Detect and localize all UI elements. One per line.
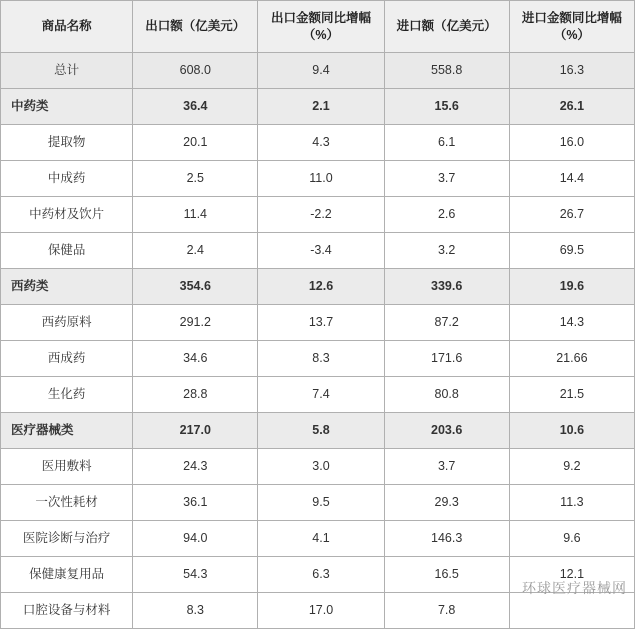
cell-export-growth: 2.1 xyxy=(258,89,384,125)
cell-import-value: 80.8 xyxy=(384,377,509,413)
table-row xyxy=(1,269,635,305)
cell-import-value: 339.6 xyxy=(384,269,509,305)
cell-export-value: 94.0 xyxy=(133,521,258,557)
cell-export-value: 20.1 xyxy=(133,125,258,161)
cell-import-growth: 16.0 xyxy=(509,125,634,161)
cell-export-value: 291.2 xyxy=(133,305,258,341)
cell-export-growth: 3.0 xyxy=(258,449,384,485)
column-header-import-growth: 进口金额同比增幅（%） xyxy=(509,1,634,53)
table-row xyxy=(1,305,635,341)
cell-export-value: 24.3 xyxy=(133,449,258,485)
cell-export-value: 11.4 xyxy=(133,197,258,233)
table-row xyxy=(1,485,635,521)
cell-export-growth: -3.4 xyxy=(258,233,384,269)
cell-product-name: 医院诊断与治疗 xyxy=(1,521,133,557)
table-row xyxy=(1,197,635,233)
cell-export-value: 608.0 xyxy=(133,53,258,89)
cell-product-name: 中药材及饮片 xyxy=(1,197,133,233)
cell-export-value: 54.3 xyxy=(133,557,258,593)
cell-import-growth: 11.3 xyxy=(509,485,634,521)
cell-product-name: 中成药 xyxy=(1,161,133,197)
cell-export-growth: 13.7 xyxy=(258,305,384,341)
cell-export-growth: 6.3 xyxy=(258,557,384,593)
cell-export-growth: 5.8 xyxy=(258,413,384,449)
cell-product-name: 西药类 xyxy=(1,269,133,305)
cell-export-growth: 17.0 xyxy=(258,593,384,629)
table-row xyxy=(1,449,635,485)
table-header xyxy=(1,1,635,53)
cell-import-growth: 12.1 xyxy=(509,557,634,593)
cell-product-name: 医疗器械类 xyxy=(1,413,133,449)
column-header-export-growth: 出口金额同比增幅（%） xyxy=(258,1,384,53)
cell-export-value: 354.6 xyxy=(133,269,258,305)
table-header-row xyxy=(1,1,635,53)
column-header-import-value: 进口额（亿美元） xyxy=(384,1,509,53)
cell-export-growth: 9.5 xyxy=(258,485,384,521)
cell-product-name: 生化药 xyxy=(1,377,133,413)
cell-export-value: 28.8 xyxy=(133,377,258,413)
table-row xyxy=(1,89,635,125)
cell-import-growth: 21.5 xyxy=(509,377,634,413)
cell-import-growth: 9.6 xyxy=(509,521,634,557)
table-row xyxy=(1,593,635,629)
cell-product-name: 中药类 xyxy=(1,89,133,125)
cell-import-growth xyxy=(509,593,634,629)
table-row xyxy=(1,161,635,197)
cell-export-growth: 11.0 xyxy=(258,161,384,197)
table-row xyxy=(1,233,635,269)
cell-export-growth: 8.3 xyxy=(258,341,384,377)
cell-import-value: 7.8 xyxy=(384,593,509,629)
cell-product-name: 保健康复用品 xyxy=(1,557,133,593)
cell-export-growth: 7.4 xyxy=(258,377,384,413)
cell-export-value: 34.6 xyxy=(133,341,258,377)
cell-export-value: 8.3 xyxy=(133,593,258,629)
cell-import-value: 15.6 xyxy=(384,89,509,125)
cell-import-value: 87.2 xyxy=(384,305,509,341)
cell-export-value: 2.4 xyxy=(133,233,258,269)
table-row xyxy=(1,125,635,161)
cell-import-growth: 69.5 xyxy=(509,233,634,269)
cell-import-value: 171.6 xyxy=(384,341,509,377)
table-row xyxy=(1,341,635,377)
cell-product-name: 提取物 xyxy=(1,125,133,161)
cell-export-growth: 4.1 xyxy=(258,521,384,557)
cell-import-growth: 10.6 xyxy=(509,413,634,449)
cell-export-value: 36.1 xyxy=(133,485,258,521)
cell-import-value: 3.7 xyxy=(384,161,509,197)
table-row xyxy=(1,377,635,413)
cell-import-value: 146.3 xyxy=(384,521,509,557)
cell-product-name: 西成药 xyxy=(1,341,133,377)
cell-import-value: 558.8 xyxy=(384,53,509,89)
cell-import-value: 3.2 xyxy=(384,233,509,269)
cell-export-growth: 12.6 xyxy=(258,269,384,305)
cell-product-name: 总计 xyxy=(1,53,133,89)
cell-import-value: 3.7 xyxy=(384,449,509,485)
watermark-text: 环球医疗器械网 xyxy=(522,580,627,596)
cell-product-name: 一次性耗材 xyxy=(1,485,133,521)
table-row xyxy=(1,521,635,557)
cell-import-value: 29.3 xyxy=(384,485,509,521)
cell-product-name: 保健品 xyxy=(1,233,133,269)
cell-import-growth: 16.3 xyxy=(509,53,634,89)
table-row xyxy=(1,413,635,449)
cell-import-growth: 14.4 xyxy=(509,161,634,197)
cell-import-value: 16.5 xyxy=(384,557,509,593)
cell-product-name: 医用敷料 xyxy=(1,449,133,485)
column-header-export-value: 出口额（亿美元） xyxy=(133,1,258,53)
cell-export-value: 217.0 xyxy=(133,413,258,449)
table-body xyxy=(1,53,635,629)
column-header-product-name: 商品名称 xyxy=(1,1,133,53)
cell-export-growth: -2.2 xyxy=(258,197,384,233)
cell-import-value: 6.1 xyxy=(384,125,509,161)
cell-product-name: 口腔设备与材料 xyxy=(1,593,133,629)
cell-import-growth: 21.66 xyxy=(509,341,634,377)
cell-import-growth: 26.1 xyxy=(509,89,634,125)
cell-export-growth: 4.3 xyxy=(258,125,384,161)
cell-import-growth: 19.6 xyxy=(509,269,634,305)
cell-product-name: 西药原料 xyxy=(1,305,133,341)
cell-import-growth: 14.3 xyxy=(509,305,634,341)
cell-export-growth: 9.4 xyxy=(258,53,384,89)
cell-export-value: 2.5 xyxy=(133,161,258,197)
table-row xyxy=(1,557,635,593)
cell-import-value: 203.6 xyxy=(384,413,509,449)
cell-import-value: 2.6 xyxy=(384,197,509,233)
table-row xyxy=(1,53,635,89)
cell-import-growth: 9.2 xyxy=(509,449,634,485)
cell-import-growth: 26.7 xyxy=(509,197,634,233)
cell-export-value: 36.4 xyxy=(133,89,258,125)
